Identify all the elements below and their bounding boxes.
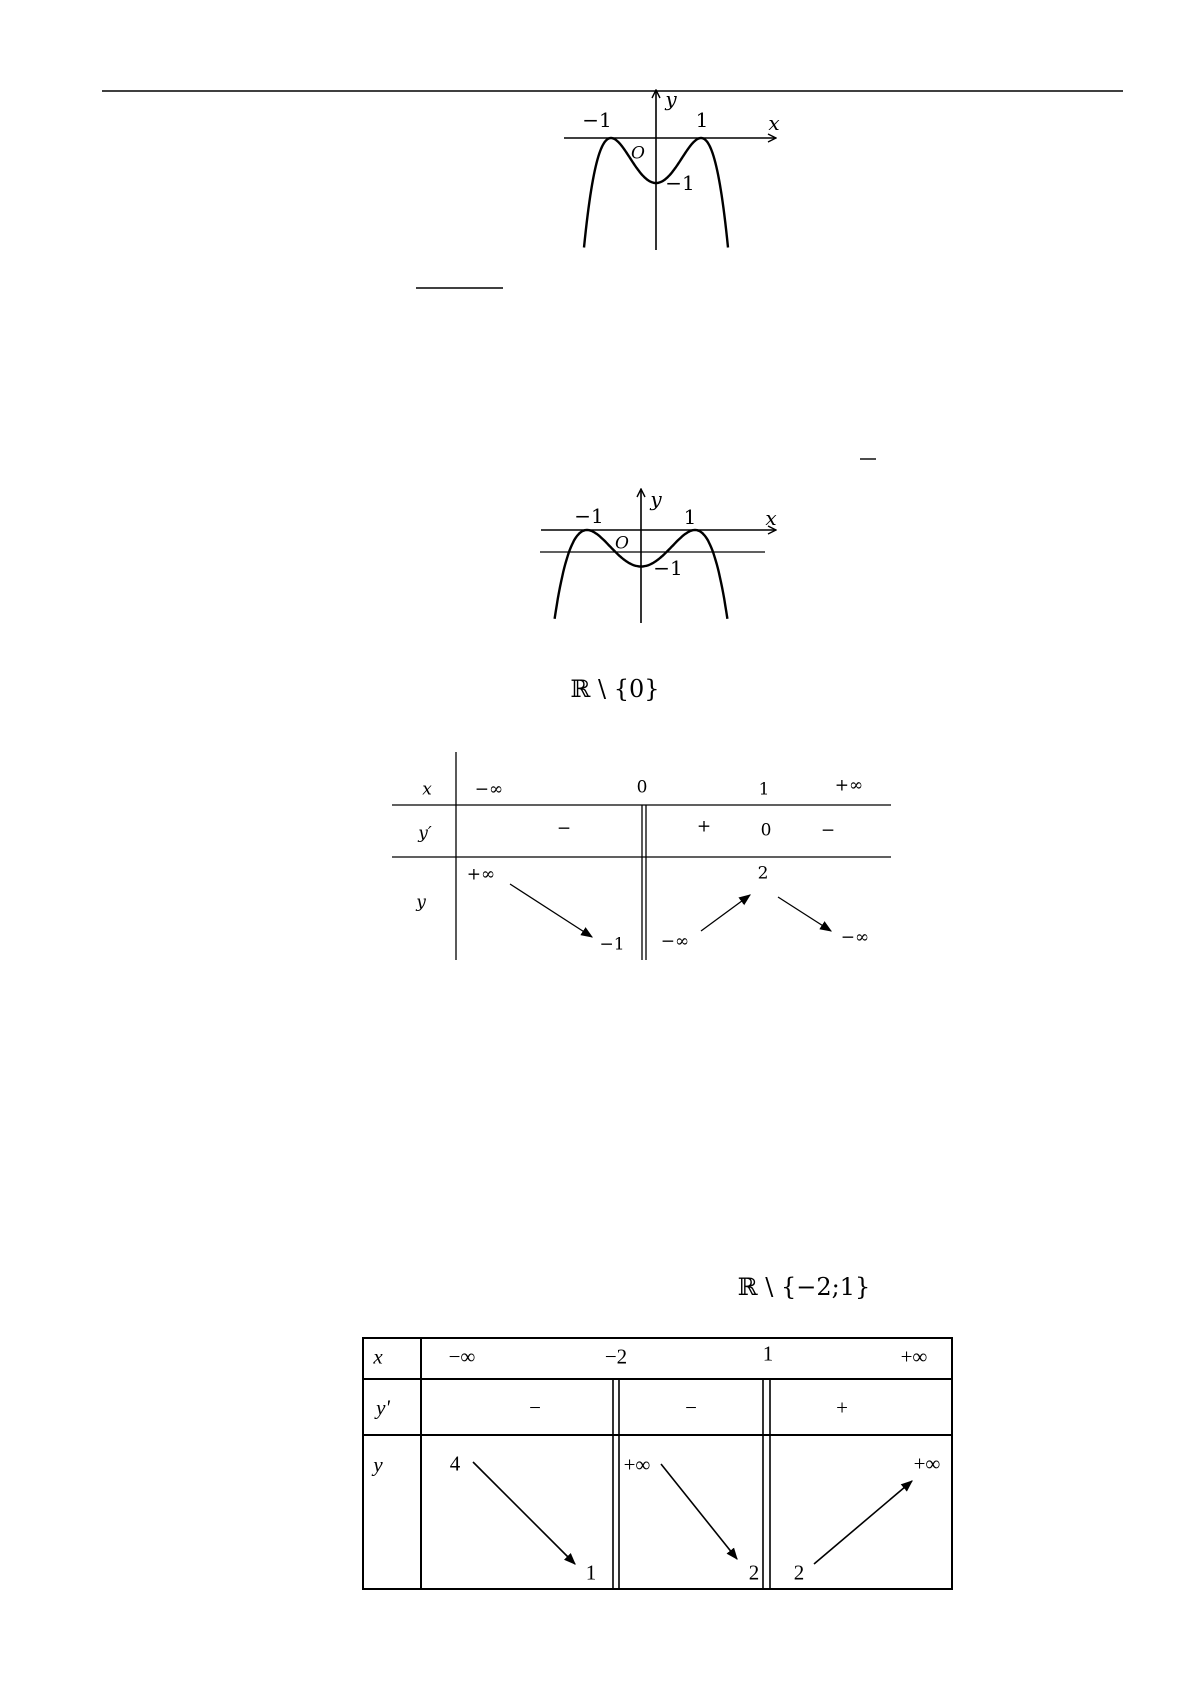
table-2-function-value: 4 [449,1451,461,1476]
table-1-function-value: −∞ [840,927,870,948]
table-1-derivative-sign: − [556,818,572,839]
graph-2-tick-x-pos: 1 [683,505,697,529]
graph-1-origin-label: O [631,143,645,164]
table-2-arrow-decrease [473,1462,575,1564]
table-1-derivative-sign: 0 [760,820,772,841]
table-2-derivative-sign: − [685,1395,697,1420]
table-1-arrow-decrease [778,897,831,931]
domain-2-text: ℝ \ {−2;1} [737,1273,871,1301]
table-1-function-value: −1 [599,934,625,955]
table-1-x-value: −∞ [474,779,504,800]
table-2-derivative-sign: − [529,1395,541,1420]
table-1-arrow-decrease [510,884,592,937]
table-2-x-value: 1 [762,1341,774,1366]
table-1-derivative-row-label: y′ [418,823,432,844]
graph-1-x-label: x [768,111,780,135]
table-2-x-value: −2 [604,1344,628,1369]
table-2-function-value: 2 [748,1560,760,1585]
table-1-arrow-increase [701,895,750,931]
graph-2-x-label: x [765,506,777,530]
graph-1-y-label: y [665,87,677,111]
table-1-x-value: 1 [758,779,770,800]
table-2-arrow-increase [814,1481,912,1564]
table-2-function-value: +∞ [913,1451,941,1476]
graph-1-tick-x-neg: −1 [582,108,612,132]
table-1-x-value: +∞ [834,775,864,796]
table-2-function-value: 2 [793,1560,805,1585]
table-2-function-value: 1 [585,1560,597,1585]
table-2-x-value: +∞ [900,1344,928,1369]
table-1-function-value: −∞ [660,931,690,952]
table-1-x-row-label: x [422,779,432,800]
table-2-derivative-sign: + [836,1395,848,1420]
table-2-function-value: +∞ [623,1452,651,1477]
table-1-function-value: +∞ [466,864,496,885]
table-1-derivative-sign: + [696,816,712,837]
table-1-derivative-sign: − [820,820,836,841]
table-2-function-row-label: y [373,1452,383,1477]
table-2-x-row-label: x [373,1344,383,1369]
table-2-arrow-decrease [661,1464,737,1559]
graph-1-tick-x-pos: 1 [695,108,709,132]
graph-2-tick-y-neg: −1 [653,556,683,580]
table-1-function-row-label: y [416,892,426,913]
graph-1-tick-y-neg: −1 [665,171,695,195]
table-2-derivative-row-label: y' [376,1395,390,1420]
table-1-function-value: 2 [757,863,769,884]
table-1-x-value: 0 [636,777,648,798]
domain-1-text: ℝ \ {0} [570,675,660,703]
graph-2-origin-label: O [615,533,629,554]
graph-2-tick-x-neg: −1 [574,504,604,528]
graph-2-y-label: y [650,487,662,511]
table-2-x-value: −∞ [448,1344,476,1369]
